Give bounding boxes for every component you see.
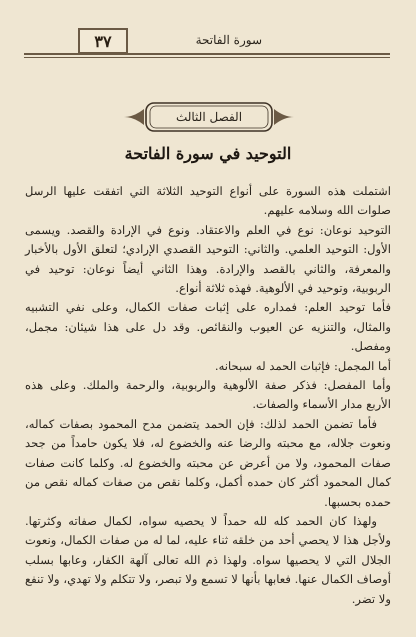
paragraph: وأما المفصل: فذكر صفة الألوهية والربوبية، والرحمة والملك. وعلى هذه الأربع مدار الأسماء والصفات. [25,378,391,412]
page-number: ٣٧ [78,28,128,54]
paragraph: فأما توحيد العلم: فمداره على إثبات صفات الكمال، وعلى نفي التشبيه والمثال، والتنزيه عن العيوب والنقائص. وقد دل على هذا شيئان: مجمل، ومفصل. [25,300,391,354]
section-title: التوحيد في سورة الفاتحة [124,144,292,163]
running-header [24,31,390,55]
paragraph: ولهذا كان الحمد كله لله حمداً لا يحصيه سواه، لكمال صفاته وكثرتها. ولأجل هذا لا يحصي أحد من خلقه ثناء عليه، لما له من صفات الكمال، ونعوت الجلال التي لا يحصيها سواه. ولهذا ذم الله تعالى آلهة الكفار، وعابها بسلب أوصاف الكمال عنها. فعابها بأنها لا تسمع ولا تبصر، ولا تتكلم ولا تهدي، ولا تنفع ولا تضر. [25,513,391,606]
paragraph: أما المجمل: فإثبات الحمد له سبحانه. [214,358,391,373]
surah-name: سورة الفاتحة [195,33,262,47]
body-text [25,182,391,609]
paragraph: اشتملت هذه السورة على أنواع التوحيد الثلاثة التي اتفقت عليها الرسل صلوات الله وسلامه عليهم. [25,184,391,218]
chapter-label: الفصل الثالث [175,110,243,124]
chapter-banner [146,103,272,131]
header-rule [24,57,390,58]
paragraph: التوحيد نوعان: نوع في العلم والاعتقاد. ونوع في الإرادة والقصد. ويسمى الأول: التوحيد العلمي. والثاني: التوحيد القصدي الإرادي؛ لتعلق الأول بالأخبار والمعرفة، والثاني بالقصد والإرادة. وهذا الثاني أيضاً نوعان: توحيد في الربوبية، وتوحيد في الألوهية. فهذه ثلاثة أنواع. [25,222,391,296]
paragraph: فأما تضمن الحمد لذلك: فإن الحمد يتضمن مدح المحمود بصفات كماله، ونعوت جلاله، مع محبته والرضا عنه والخضوع له، فلا يكون حامداً من جحد صفات المحمود، ولا من أعرض عن محبته والخضوع له. وكلما كانت صفات كمال المحمود أكثر كان حمده أكمل، وكلما نقص من صفات كماله نقص من حمده بحسبها. [25,416,391,509]
